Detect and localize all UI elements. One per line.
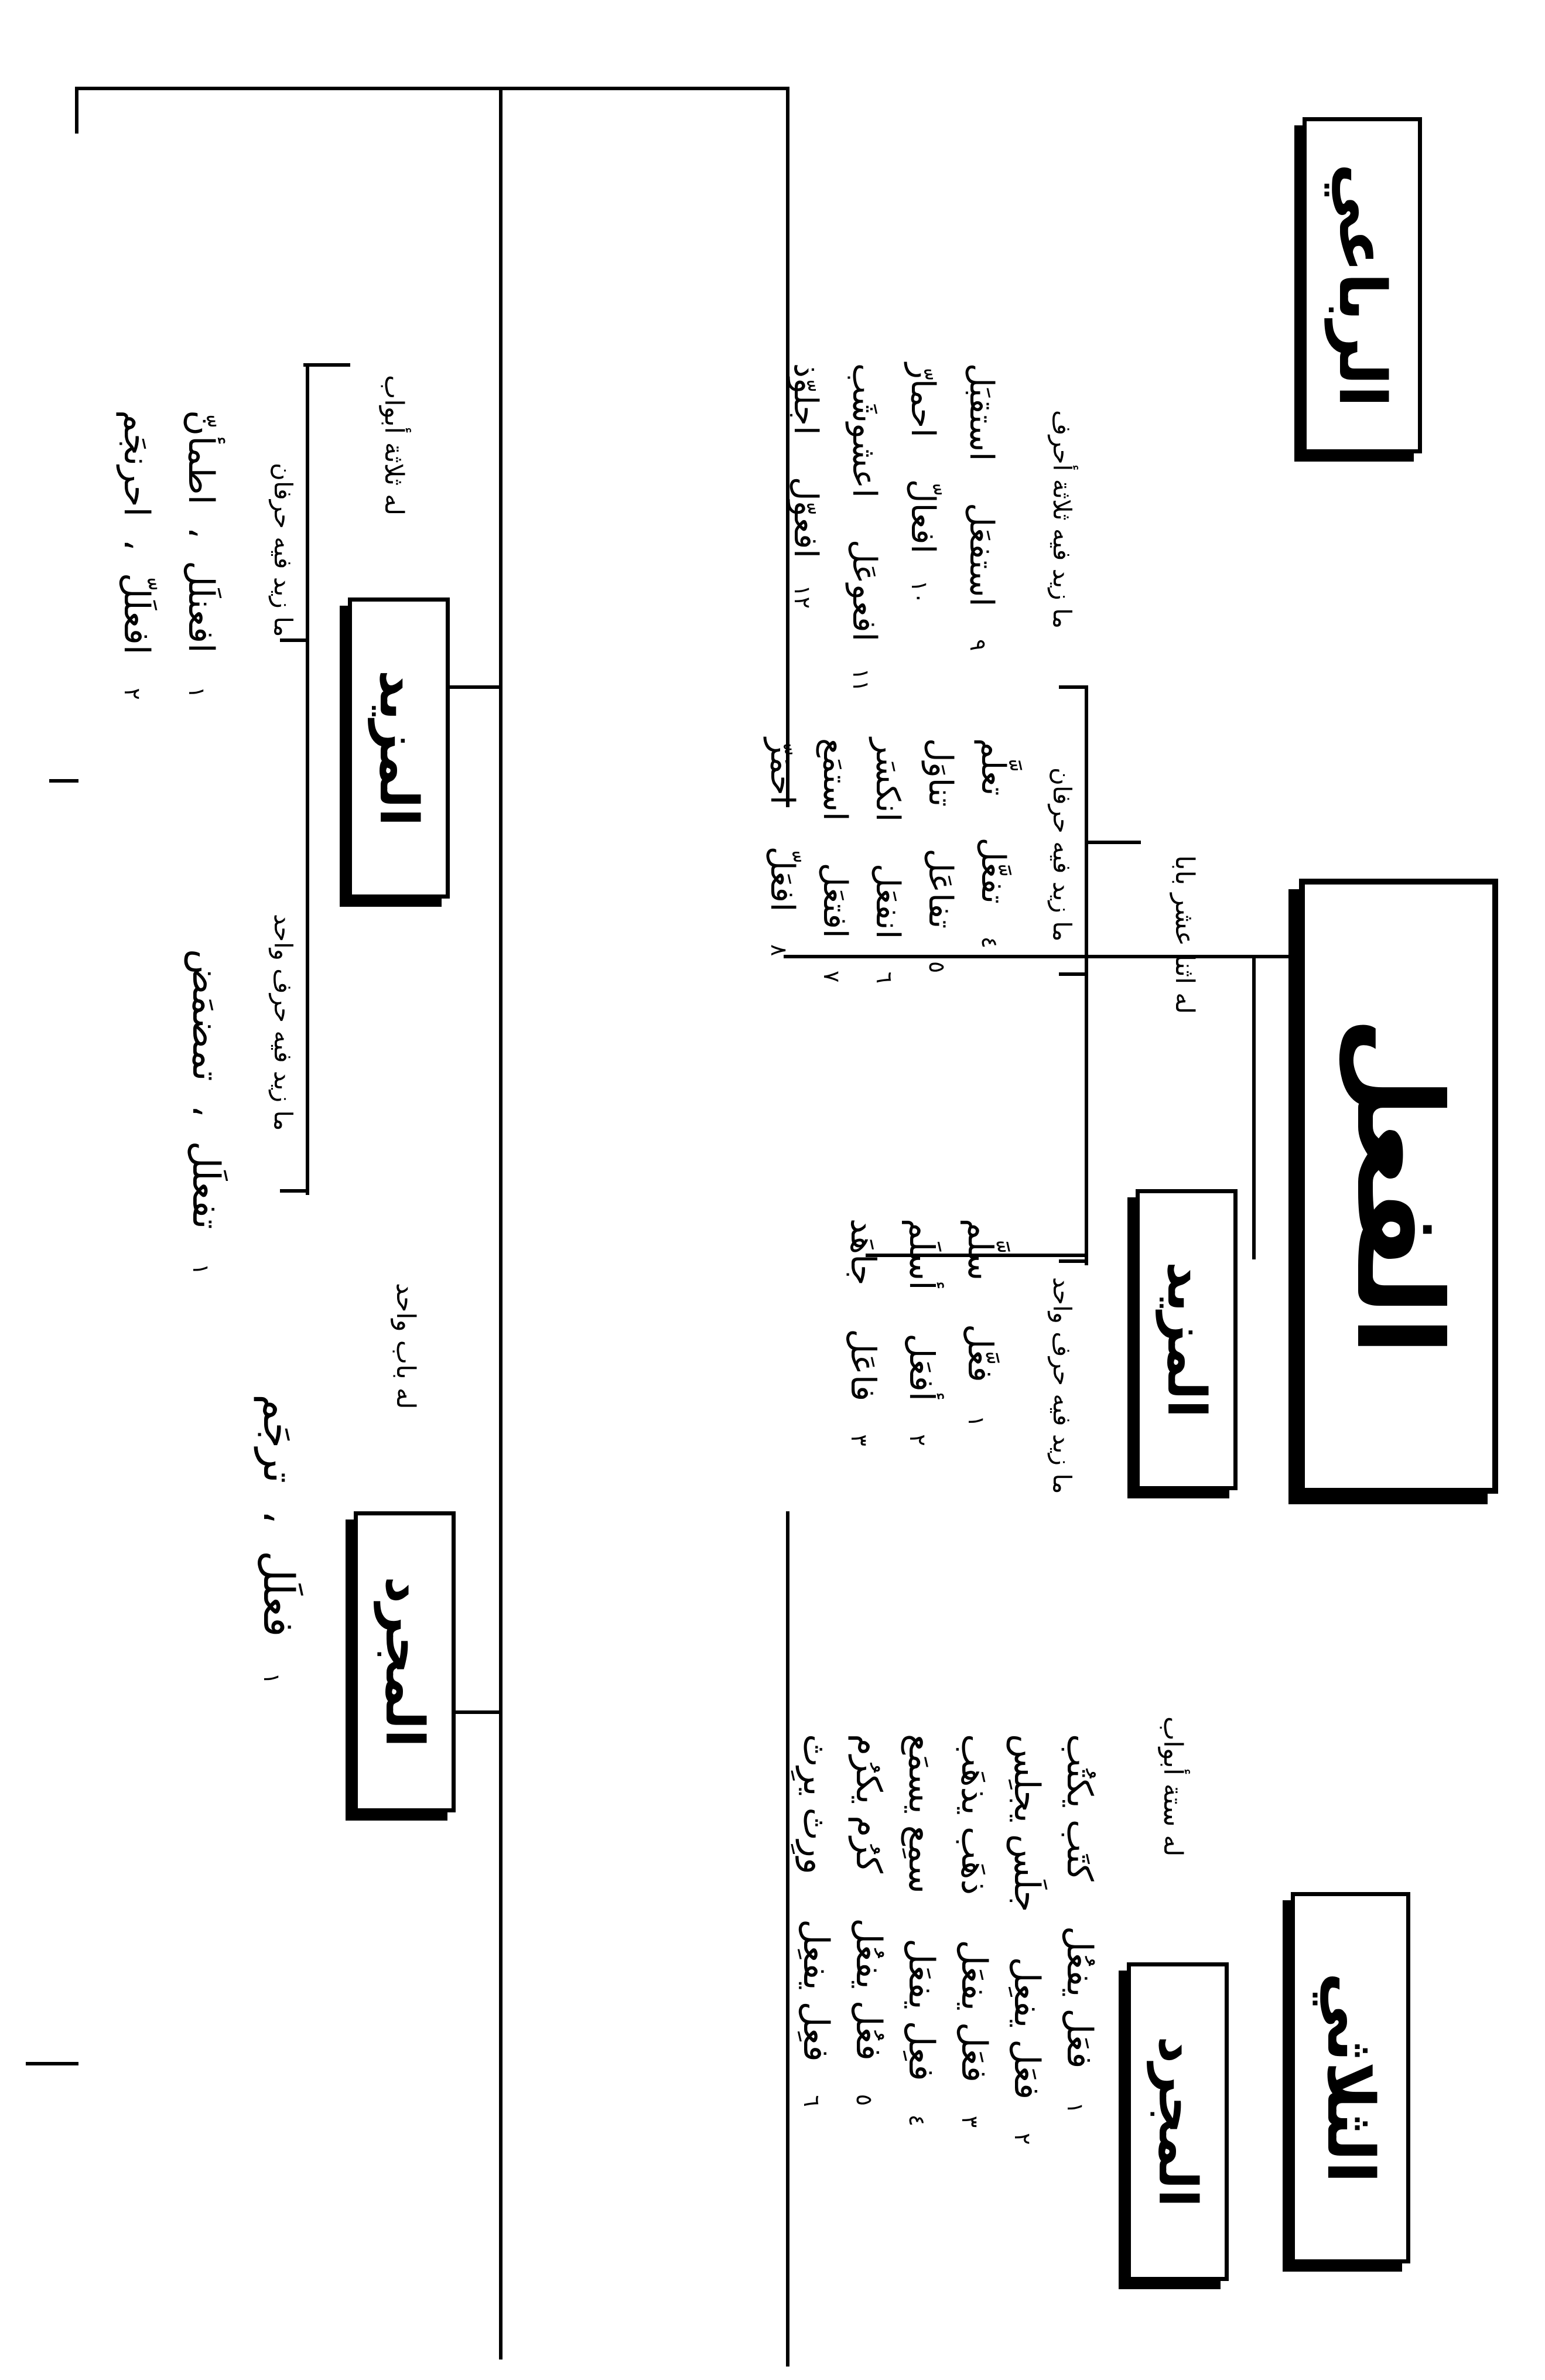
row-example: ترجَم bbox=[254, 1394, 303, 1484]
quad-mujarrad-title: المجرد bbox=[374, 1576, 436, 1748]
quad-mazid-groups-bar bbox=[306, 363, 309, 1195]
row-number: ١ bbox=[184, 686, 210, 699]
row-form: فعَل يفعُل bbox=[1059, 1925, 1100, 2069]
connector-root-branch bbox=[49, 779, 78, 783]
quad-group2-row-1: ١ افعنلَل ، اطمأنّ bbox=[180, 410, 221, 705]
row-number: ١٠ bbox=[907, 580, 932, 605]
row-form: فعَل يفعَل bbox=[953, 1939, 994, 2082]
row-example: سمِع يسمَع bbox=[901, 1734, 942, 1894]
connector-tri-mazid-vert bbox=[1209, 955, 1256, 958]
quad-group1-header: ما زيد فيه حرف واحد bbox=[269, 914, 298, 1131]
row-number: ٢ bbox=[905, 1434, 931, 1446]
row-example: انكسَر bbox=[869, 738, 907, 822]
row-number: ١ bbox=[1062, 2102, 1088, 2114]
tri-mazid-subtitle-bracket bbox=[1088, 841, 1141, 844]
row-example: اعشوشَب bbox=[845, 363, 883, 498]
connector-tri-mazid bbox=[1252, 955, 1256, 1259]
row-form: افعَلّ bbox=[763, 846, 801, 912]
quad-mujarrad-box bbox=[354, 1511, 456, 1812]
row-example: سلَّم bbox=[961, 1218, 1000, 1281]
tri-group1-row-1 bbox=[961, 1218, 1000, 1434]
row-example: تناوَل bbox=[921, 738, 959, 807]
row-example: احمَرّ bbox=[763, 738, 801, 805]
connector-tri-stub bbox=[75, 87, 78, 134]
row-number: ٩ bbox=[965, 638, 991, 651]
row-number: ١ bbox=[963, 1415, 989, 1428]
row-example: ذهَب يذهَب bbox=[953, 1734, 994, 1896]
quad-mazid-subtitle-bracket bbox=[303, 363, 350, 367]
tri-group3-row-4 bbox=[787, 363, 825, 610]
row-example: اطمأنّ bbox=[180, 410, 221, 505]
quad-group2-tick bbox=[280, 638, 309, 642]
connector-quad-branch bbox=[26, 2062, 78, 2065]
row-number: ٦ bbox=[871, 971, 897, 984]
row-form: فعُل يفعُل bbox=[848, 1918, 889, 2061]
quad-mujarrad-subtitle: له باب واحد bbox=[391, 1283, 421, 1409]
tri-mujarrad-row-5 bbox=[848, 1734, 889, 2113]
row-number: ١٢ bbox=[789, 585, 815, 609]
tri-group3-row-3 bbox=[845, 363, 883, 693]
row-form: فعِل يفعِل bbox=[795, 1919, 836, 2062]
row-number: ١١ bbox=[848, 668, 874, 692]
row-number: ٨ bbox=[766, 944, 792, 957]
tri-group2-header: ما زيد فيه حرفان bbox=[1048, 767, 1076, 942]
row-number: ٤ bbox=[977, 936, 1003, 949]
quad-mazid-box bbox=[348, 597, 450, 899]
tri-group2-row-3 bbox=[869, 738, 907, 991]
tri-group3-row-1 bbox=[962, 363, 1000, 658]
quad-mazid-title: المزيد bbox=[368, 670, 430, 827]
row-example: جلَس يجلِس bbox=[1006, 1734, 1047, 1913]
tri-mujarrad-row-1 bbox=[1059, 1734, 1100, 2121]
row-form: افعوعَل bbox=[845, 539, 883, 642]
row-form: فعلَل bbox=[254, 1551, 303, 1637]
row-number: ٣ bbox=[846, 1434, 872, 1446]
tri-mujarrad-row-3 bbox=[953, 1734, 994, 2135]
row-form: فعَل يفعِل bbox=[1006, 1956, 1047, 2100]
quad-mujarrad-row-1: ١ فعلَل ، ترجَم bbox=[254, 1394, 303, 1691]
row-number: ١ bbox=[188, 1263, 214, 1276]
tri-group2-tick bbox=[1059, 972, 1088, 976]
row-example: تعلَّم bbox=[974, 738, 1012, 796]
tri-group3-tick bbox=[1059, 685, 1088, 689]
row-example: احرنجَم bbox=[116, 410, 157, 517]
tri-group2-row-4 bbox=[816, 738, 854, 989]
row-example: اجلوّذ bbox=[787, 363, 825, 435]
row-number: ٥ bbox=[924, 961, 950, 974]
tri-mujarrad-title: المجرد bbox=[1147, 2036, 1209, 2208]
quad-group1-row-1: ١ تفعلَل ، تمضمَض bbox=[184, 949, 227, 1282]
row-form: تفعَّل bbox=[974, 837, 1012, 904]
tri-mujarrad-row-4 bbox=[901, 1734, 942, 2133]
row-number: ٥ bbox=[852, 2094, 877, 2106]
tri-mazid-title: المزيد bbox=[1156, 1261, 1218, 1418]
tri-mazid-box bbox=[1136, 1189, 1238, 1490]
tri-mujarrad-row-2 bbox=[1006, 1734, 1047, 2152]
quadrilateral-box bbox=[1303, 117, 1422, 453]
tri-group2-row-1 bbox=[974, 738, 1012, 955]
root-title: الفعل bbox=[1330, 1016, 1467, 1356]
row-form: أفعَل bbox=[902, 1333, 942, 1402]
row-form: افعنلَل bbox=[180, 561, 221, 653]
row-example: كتَب يكتُب bbox=[1059, 1734, 1100, 1882]
trilateral-box bbox=[1291, 1892, 1410, 2263]
row-form: استفعَل bbox=[962, 503, 1000, 607]
row-number: ٣ bbox=[957, 2115, 983, 2128]
tri-group2-row-2 bbox=[921, 738, 959, 980]
row-example: ورِث يرِث bbox=[795, 1734, 836, 1874]
root-box-verb bbox=[1299, 879, 1498, 1494]
row-example: أسلَم bbox=[902, 1218, 942, 1290]
connector-quad-mazid bbox=[450, 685, 503, 689]
tri-group3-row-2 bbox=[904, 363, 942, 605]
row-number: ٢ bbox=[119, 688, 145, 700]
tri-group1-header: ما زيد فيه حرف واحد bbox=[1048, 1277, 1076, 1494]
row-example: استقبَل bbox=[962, 363, 1000, 462]
row-example: احمارّ bbox=[904, 363, 942, 438]
row-form: افعوّل bbox=[787, 476, 825, 558]
trilateral-title: الثلاثي bbox=[1313, 1972, 1388, 2184]
tri-mujarrad-subtitle: له ستة أبواب bbox=[1158, 1716, 1188, 1857]
tri-mazid-subtitle: له اثنا عشر بابا bbox=[1170, 855, 1199, 1015]
row-form: فعِل يفعَل bbox=[901, 1938, 942, 2081]
connector-trunk bbox=[75, 87, 789, 90]
tri-mujarrad-box bbox=[1127, 1962, 1229, 2281]
quad-group1-tick bbox=[280, 1189, 309, 1193]
tri-group2-row-5 bbox=[763, 738, 801, 963]
row-example: استمَع bbox=[816, 738, 854, 821]
tri-group1-row-2 bbox=[902, 1218, 942, 1453]
quadrilateral-title: الرباعي bbox=[1325, 163, 1400, 408]
row-number: ٤ bbox=[904, 2114, 930, 2126]
row-form: افعالّ bbox=[904, 479, 942, 554]
quad-group2-row-2: ٢ افعلَلّ ، احرنجَم bbox=[116, 410, 157, 707]
row-number: ٧ bbox=[819, 971, 845, 983]
connector-root-tri bbox=[786, 1511, 789, 2367]
row-form: افعلَلّ bbox=[116, 572, 157, 655]
quad-mazid-subtitle: له ثلاثة أبواب bbox=[379, 375, 409, 516]
row-number: ١ bbox=[259, 1672, 285, 1685]
tri-group3-header: ما زيد فيه ثلاثة أحرف bbox=[1048, 410, 1076, 629]
tri-group1-tick bbox=[1059, 1259, 1088, 1263]
row-form: فاعَل bbox=[843, 1329, 883, 1402]
row-example: جاهَد bbox=[843, 1218, 883, 1286]
row-number: ٦ bbox=[799, 2095, 825, 2107]
row-example: كرُم يكرُم bbox=[848, 1734, 889, 1873]
tri-mujarrad-row-6 bbox=[795, 1734, 836, 2114]
row-form: افتعَل bbox=[816, 862, 854, 938]
connector-quad-stem bbox=[499, 87, 503, 2359]
row-form: تفاعَل bbox=[921, 848, 959, 929]
row-number: ٢ bbox=[1010, 2133, 1035, 2145]
row-form: فعَّل bbox=[961, 1324, 1000, 1382]
tri-group1-row-3 bbox=[843, 1218, 883, 1453]
row-form: تفعلَل bbox=[184, 1141, 227, 1230]
row-form: انفعَل bbox=[869, 863, 907, 940]
quad-group2-header: ما زيد فيه حرفان bbox=[269, 463, 298, 637]
row-example: تمضمَض bbox=[184, 949, 227, 1081]
